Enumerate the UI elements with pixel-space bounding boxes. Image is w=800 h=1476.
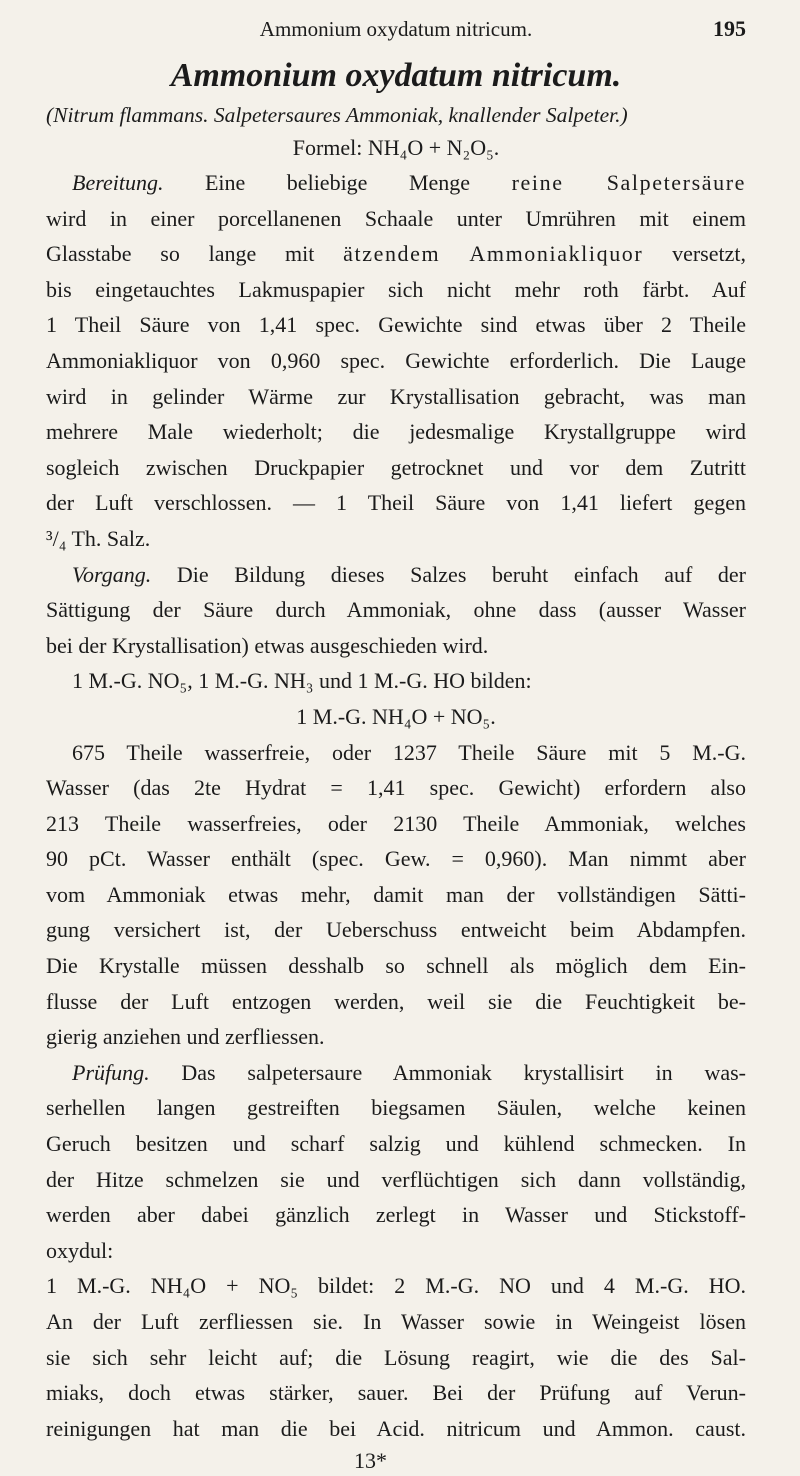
text-line: mehrere Male wiederholt; die jedesmalige Krystallgruppe wird — [46, 419, 746, 445]
text-line: reinigungen hat man die bei Acid. nitricum und Ammon. caust. — [46, 1415, 746, 1441]
section-label: Bereitung. — [72, 170, 164, 195]
text-line: ³/₄ Th. Salz. — [46, 525, 151, 551]
section-bereitung — [46, 165, 746, 557]
emphasis: ätzendem Ammoniakliquor — [343, 241, 644, 267]
reaction-line: 1 M.-G. NH₄O + NO₅ bildet: 2 M.-G. NO und 4 M.-G. HO. — [46, 1273, 746, 1299]
text-line: sogleich zwischen Druckpapier getrocknet und vor dem Zutritt — [46, 454, 746, 480]
text-line: Bereitung. Eine beliebige Menge reine Salpetersäure — [72, 170, 746, 195]
text-line: sie sich sehr leicht auf; die Lösung reagirt, wie die des Sal- — [46, 1344, 746, 1370]
text-line: An der Luft zerfliessen sie. In Wasser sowie in Weingeist lösen — [46, 1309, 746, 1334]
emphasis: reine Salpetersäure — [511, 170, 746, 195]
section-label: Vorgang. — [72, 561, 152, 587]
chemical-formula: Formel: NH₄O + N₂O₅. — [292, 135, 500, 160]
running-title: Ammonium oxydatum nitricum. — [259, 17, 533, 41]
section-label: Prüfung. — [72, 1059, 150, 1085]
text-line: Geruch besitzen und scharf salzig und kühlend schmecken. In — [46, 1131, 746, 1157]
text-line: oxydul: — [46, 1237, 114, 1263]
text-line: Die Krystalle müssen desshalb so schnell als möglich dem Ein- — [46, 953, 746, 979]
text-line: vom Ammoniak etwas mehr, damit man der vollständigen Sätti- — [46, 881, 746, 907]
text-line: wird in einer porcellanenen Schaale unter Umrühren mit einem — [46, 205, 746, 231]
text-line: Prüfung. Das salpetersaure Ammoniak krystallisirt in was- — [72, 1059, 746, 1085]
printer-signature: 13* — [354, 1448, 387, 1474]
text-line: 90 pCt. Wasser enthält (spec. Gew. = 0,960). Man nimmt aber — [46, 846, 746, 872]
text-line: Vorgang. Die Bildung dieses Salzes beruht einfach auf der — [72, 561, 746, 587]
text-line: wird in gelinder Wärme zur Krystallisation gebracht, was man — [46, 383, 746, 409]
synonyms-line: (Nitrum flammans. Salpetersaures Ammoniak, knallender Salpeter.) — [46, 103, 628, 127]
text-line: bis eingetauchtes Lakmuspapier sich nicht mehr roth färbt. Auf — [46, 276, 746, 302]
section-pruefung — [46, 1055, 746, 1447]
running-header — [46, 14, 746, 44]
text-line: Sättigung der Säure durch Ammoniak, ohne dass (ausser Wasser — [46, 597, 746, 623]
text-line: miaks, doch etwas stärker, sauer. Bei der Prüfung auf Verun- — [46, 1380, 746, 1406]
text-line: gung versichert ist, der Ueberschuss entweicht beim Abdampfen. — [46, 917, 746, 943]
text-line: der Hitze schmelzen sie und verflüchtigen sich dann vollständig, — [46, 1166, 746, 1192]
text-line: 1 Theil Säure von 1,41 spec. Gewichte sind etwas über 2 Theile — [46, 312, 746, 338]
reaction-result: 1 M.-G. NH₄O + NO₅. — [296, 703, 496, 729]
text-line: Wasser (das 2te Hydrat = 1,41 spec. Gewicht) erfordern also — [46, 775, 746, 801]
text-line: werden aber dabei gänzlich zerlegt in Wasser und Stickstoff- — [46, 1202, 746, 1228]
section-vorgang — [46, 557, 746, 1055]
text-line: bei der Krystallisation) etwas ausgeschieden wird. — [46, 632, 489, 658]
text-line: Glasstabe so lange mit ätzendem Ammoniakliquor versetzt, — [46, 241, 746, 267]
page-number: 195 — [713, 16, 746, 41]
text-line: der Luft verschlossen. — 1 Theil Säure von 1,41 liefert gegen — [46, 490, 746, 516]
text-line: flusse der Luft entzogen werden, weil sie die Feuchtigkeit be- — [46, 988, 746, 1014]
reaction-line: 1 M.-G. NO₅, 1 M.-G. NH₃ und 1 M.-G. HO bilden: — [72, 668, 532, 694]
text-line: Ammoniakliquor von 0,960 spec. Gewichte erforderlich. Die Lauge — [46, 347, 746, 373]
text-line: 213 Theile wasserfreies, oder 2130 Theile Ammoniak, welches — [46, 810, 746, 836]
text-line: serhellen langen gestreiften biegsamen Säulen, welche keinen — [46, 1095, 746, 1121]
text-line: gierig anziehen und zerfliessen. — [46, 1024, 325, 1050]
text-line: 675 Theile wasserfreie, oder 1237 Theile Säure mit 5 M.-G. — [72, 739, 746, 765]
article-title: Ammonium oxydatum nitricum. — [170, 57, 622, 94]
